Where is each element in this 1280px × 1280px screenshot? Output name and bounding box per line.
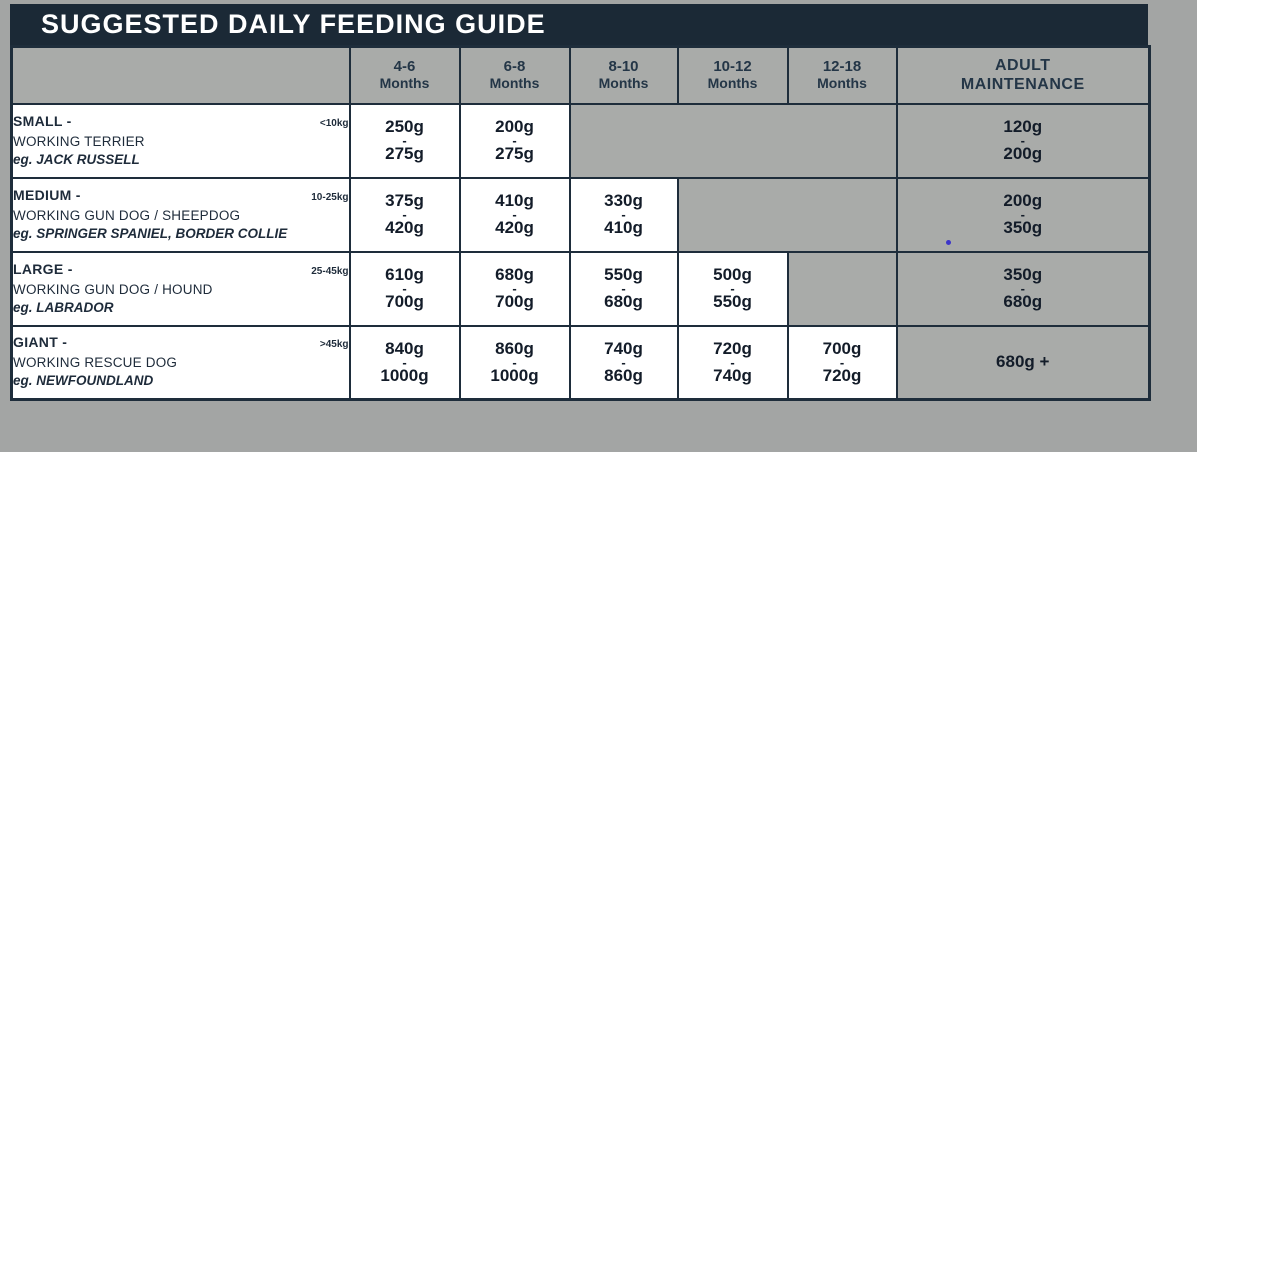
breed-type-label: WORKING TERRIER [13, 133, 145, 149]
feeding-value-cell [350, 104, 460, 178]
feeding-value-cell [350, 252, 460, 326]
range-to: 680g [1003, 292, 1043, 311]
range-separator: - [402, 207, 407, 222]
not-applicable-cell [788, 252, 897, 326]
range-separator: - [621, 281, 626, 296]
size-label: SMALL - [13, 112, 72, 129]
range-to: 275g [495, 144, 534, 163]
range-separator: - [839, 354, 845, 370]
column-header-10-12-months [678, 47, 788, 104]
feeding-guide-sheet [10, 4, 1148, 401]
feeding-value-cell [570, 326, 678, 400]
range-from: 610g [385, 265, 424, 284]
breed-type-label: WORKING GUN DOG / HOUND [13, 281, 213, 297]
weight-range-label: 10-25kg [311, 191, 349, 203]
row-header-medium [12, 178, 350, 252]
range-separator: - [402, 354, 407, 370]
range-to: 860g [604, 365, 643, 385]
range-separator: - [730, 281, 735, 296]
adult-maintenance-cell [897, 252, 1150, 326]
range-to: 420g [385, 218, 424, 237]
column-header-4-6-months [350, 47, 460, 104]
adult-header-line2: MAINTENANCE [960, 76, 1085, 94]
table-row-large [12, 252, 1150, 326]
feeding-value-cell [570, 252, 678, 326]
feeding-value-cell [350, 326, 460, 400]
weight-range-label: 25-45kg [311, 265, 349, 277]
not-applicable-cell [678, 178, 897, 252]
adult-maintenance-cell [897, 326, 1150, 400]
breed-type-label: WORKING GUN DOG / SHEEPDOG [13, 207, 241, 223]
range-to: 275g [385, 144, 424, 163]
breed-type-label: WORKING RESCUE DOG [13, 355, 178, 371]
weight-range-label: <10kg [319, 117, 349, 129]
range-to: 200g [1003, 144, 1043, 163]
feeding-guide-title: SUGGESTED DAILY FEEDING GUIDE [10, 4, 1148, 45]
range-from: 200g [1003, 191, 1043, 210]
feeding-value-cell [678, 252, 788, 326]
range-separator: - [512, 281, 517, 296]
month-unit-label: Months [379, 75, 430, 92]
month-unit-label: Months [598, 75, 649, 92]
adult-header-line1: ADULT [994, 57, 1051, 75]
feeding-value-cell [460, 326, 570, 400]
range-separator: - [402, 281, 407, 296]
range-to: 700g [495, 292, 534, 311]
column-header-adult-maintenance [897, 47, 1150, 104]
range-from: 500g [713, 265, 752, 284]
range-separator: - [402, 133, 407, 148]
range-separator: - [512, 207, 517, 222]
range-from: 700g [822, 338, 862, 358]
column-header-6-8-months [460, 47, 570, 104]
adult-maintenance-cell [897, 178, 1150, 252]
range-to: 410g [604, 218, 643, 237]
table-row-small [12, 104, 1150, 178]
range-to: 740g [713, 365, 752, 385]
range-from: 740g [604, 338, 643, 358]
feeding-value-cell [350, 178, 460, 252]
not-applicable-cell [570, 104, 897, 178]
range-from: 840g [385, 338, 424, 358]
range-from: 200g [495, 117, 534, 136]
weight-range-label: >45kg [319, 339, 349, 351]
month-range-label: 6-8 [503, 58, 526, 76]
range-to: 1000g [490, 365, 539, 385]
feeding-value-cell [570, 178, 678, 252]
range-to: 680g [604, 292, 643, 311]
feeding-value-cell [460, 252, 570, 326]
range-separator: - [621, 207, 626, 222]
size-label: GIANT - [13, 334, 68, 351]
breed-example-label: eg. LABRADOR [13, 299, 114, 315]
range-from: 680g [495, 265, 534, 284]
size-label: MEDIUM - [13, 186, 81, 203]
range-separator: - [1020, 281, 1025, 296]
column-header-8-10-months [570, 47, 678, 104]
month-unit-label: Months [707, 75, 758, 92]
empty-corner-header [12, 47, 350, 104]
range-separator: - [1020, 133, 1025, 148]
month-range-label: 12-18 [822, 58, 862, 76]
range-separator: - [512, 133, 517, 148]
month-range-label: 4-6 [393, 58, 416, 76]
range-from: 350g [1003, 265, 1043, 284]
range-to: 700g [385, 292, 424, 311]
table-row-giant [12, 326, 1150, 400]
range-from: 250g [385, 117, 424, 136]
range-to: 1000g [380, 365, 429, 385]
row-header-small [12, 104, 350, 178]
row-header-giant [12, 326, 350, 400]
range-to: 350g [1003, 218, 1043, 237]
feeding-value-cell [788, 326, 897, 400]
month-range-label: 10-12 [713, 58, 752, 76]
breed-example-label: eg. NEWFOUNDLAND [13, 373, 154, 389]
range-from: 410g [495, 191, 534, 210]
range-from: 375g [385, 191, 424, 210]
range-separator: - [730, 354, 735, 370]
range-separator: - [512, 354, 517, 370]
adult-maintenance-cell [897, 104, 1150, 178]
feeding-value-cell [460, 178, 570, 252]
column-header-12-18-months [788, 47, 897, 104]
range-from: 330g [604, 191, 643, 210]
range-separator: - [1020, 207, 1025, 222]
size-label: LARGE - [13, 260, 73, 277]
range-from: 550g [604, 265, 643, 284]
adult-single-value: 680g + [996, 352, 1050, 372]
month-unit-label: Months [489, 75, 540, 92]
breed-example-label: eg. JACK RUSSELL [13, 151, 140, 167]
stray-ink-dot [946, 240, 951, 245]
range-separator: - [621, 354, 626, 370]
range-to: 720g [822, 365, 862, 385]
range-from: 720g [713, 338, 752, 358]
feeding-value-cell [460, 104, 570, 178]
range-to: 550g [713, 292, 752, 311]
row-header-large [12, 252, 350, 326]
feeding-guide-table [10, 45, 1151, 401]
range-to: 420g [495, 218, 534, 237]
month-range-label: 8-10 [608, 58, 639, 76]
table-header-row [12, 47, 1150, 104]
range-from: 120g [1003, 117, 1043, 136]
feeding-value-cell [678, 326, 788, 400]
range-from: 860g [495, 338, 534, 358]
breed-example-label: eg. SPRINGER SPANIEL, BORDER COLLIE [13, 225, 288, 241]
table-row-medium [12, 178, 1150, 252]
month-unit-label: Months [817, 75, 867, 92]
